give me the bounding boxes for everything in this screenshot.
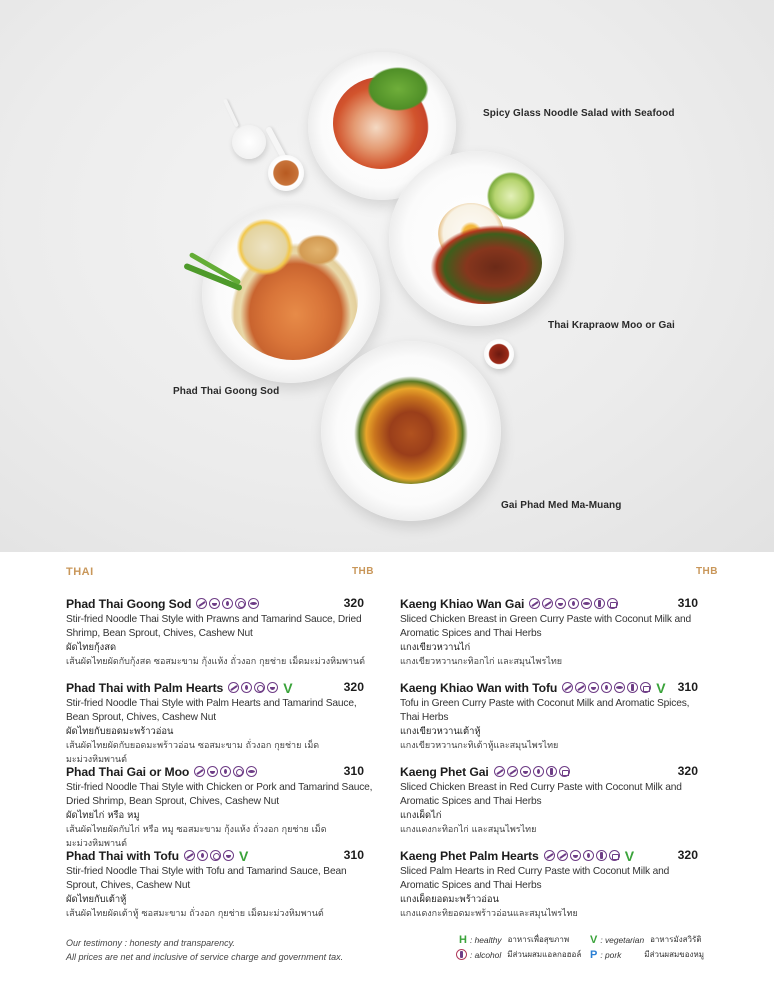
shrimp-icon [246,766,257,777]
menu-item-header [400,596,708,611]
bottle-icon [546,766,557,777]
dish-icons [196,598,259,609]
drop-icon [222,598,233,609]
dish-thai-name: ผัดไทยกุ้งสด [66,642,117,653]
dish-name: Phad Thai with Palm Hearts [66,680,224,695]
chili-icon [196,598,207,609]
footnote [66,936,343,964]
label-spicy-glass-noodle: Spicy Glass Noodle Salad with Seafood [483,108,675,119]
fish-icon [614,682,625,693]
legend-vegetarian: V : vegetarian อาหารมังสวิรัติ [590,933,702,946]
nut-icon [210,850,221,861]
drop-icon [220,766,231,777]
menu-column-left [66,566,374,919]
menu-item-header [66,680,374,695]
menu-item-header [400,848,708,863]
fish-sauce-bowl [484,339,514,369]
chili-icon [529,598,540,609]
legend-alcohol: : alcohol มีส่วนผสมแอลกอฮอล์ [456,948,581,961]
dish-thai-description: เส้นผัดไทยผัดกับไก่ หรือ หมู ซอสมะขาม กุ้งแห้ง ถั่วงอก กุยช่าย เม็ดมะม่วงหิมพานต์ [66,825,327,849]
pot-icon [640,682,651,693]
salt-shaker [232,125,266,159]
healthy-icon: H [459,933,467,946]
vegetarian-icon: V [590,933,598,946]
dish-thai-name: ผัดไทยกับเต้าหู้ [66,894,127,905]
label-krapraow: Thai Krapraow Moo or Gai [548,320,675,331]
menu-item-header [66,764,374,779]
bowl-icon [520,766,531,777]
section-title: THAI [66,566,94,578]
pot-icon [609,850,620,861]
dish-price: 320 [677,848,698,862]
dish-thai-name: แกงเขียวหวานไก่ [400,642,471,653]
menu-item-header [400,680,708,695]
bowl-icon [209,598,220,609]
dish-description: Sliced Chicken Breast in Red Curry Paste with Coconut Milk and Aromatic Spices and Thai Herbs [400,782,682,807]
cashew-chicken [350,372,472,484]
chili-icon [542,598,553,609]
pot-icon [559,766,570,777]
drop-icon [568,598,579,609]
dish-price: 310 [343,764,364,778]
cucumber-slices [482,168,540,224]
dish-name: Kaeng Phet Palm Hearts [400,848,539,863]
section-header [400,566,718,588]
drop-icon [601,682,612,693]
dish-name: Kaeng Phet Gai [400,764,489,779]
nut-icon [233,766,244,777]
chili-icon [544,850,555,861]
bowl-icon [588,682,599,693]
chili-sauce-bowl [268,155,304,191]
fish-icon [581,598,592,609]
label-phad-thai-goong-sod: Phad Thai Goong Sod [173,386,280,397]
dish-thai-name: ผัดไทยกับยอดมะพร้าวอ่อน [66,726,174,737]
label-gai-phad-med-ma-muang: Gai Phad Med Ma-Muang [501,500,622,511]
chili-icon [194,766,205,777]
menu-item [400,764,708,837]
chili-icon [557,850,568,861]
menu-item [66,596,374,669]
vegetarian-icon: V [656,679,666,696]
pot-icon [607,598,618,609]
alcohol-icon [456,949,467,960]
dish-description: Sliced Palm Hearts in Red Curry Paste with Coconut Milk and Aromatic Spices and Thai Herbs [400,866,670,891]
basil-pork [426,222,542,304]
dish-name: Phad Thai Gai or Moo [66,764,190,779]
chili-icon [184,850,195,861]
chili-icon [562,682,573,693]
dish-description: Stir-fried Noodle Thai Style with Chicken or Pork and Tamarind Sauce, Dried Shrimp, Bean Sprout, Chives, Cashew Nut [66,782,373,807]
dish-description: Stir-fried Noodle Thai Style with Prawns and Tamarind Sauce, Dried Shrimp, Bean Sprout, Chives, Cashew Nut [66,614,362,639]
shrimp-icon [248,598,259,609]
menu-item [400,596,708,669]
dish-icons [544,847,635,864]
footnote-line: All prices are net and inclusive of service charge and government tax. [66,952,344,962]
bowl-icon [570,850,581,861]
menu-item [400,680,708,753]
lettuce-garnish [362,63,434,115]
dish-description: Tofu in Green Curry Paste with Coconut Milk and Aromatic Spices, Thai Herbs [400,698,690,723]
dish-thai-name: แกงเผ็ดไก่ [400,810,442,821]
dish-icons [529,598,618,609]
legend-pork: P : pork มีส่วนผสมของหมู [590,948,704,961]
pork-icon: P [590,948,598,961]
menu-column-right [400,566,718,919]
dish-thai-description: เส้นผัดไทยผัดกับกุ้งสด ซอสมะขาม กุ้งแห้ง ถั่วงอก กุยช่าย เม็ดมะม่วงหิมพานต์ [66,657,365,667]
dish-thai-description: แกงแดงกะทิอกไก่ และสมุนไพรไทย [400,825,537,835]
dish-icons [184,847,249,864]
dish-thai-description: เส้นผัดไทยผัดกับยอดมะพร้าวอ่อน ซอสมะขาม ถั่วงอก กุยช่าย เม็ดมะม่วงหิมพานต์ [66,741,320,765]
vegetarian-icon: V [624,847,635,864]
bowl-icon [223,850,234,861]
chili-icon [228,682,239,693]
dish-icons [194,766,257,777]
dish-description: Stir-fried Noodle Thai Style with Palm Hearts and Tamarind Sauce, Bean Sprout, Chives, Cashew Nut [66,698,357,723]
bowl-icon [207,766,218,777]
dish-thai-description: แกงแดงกะทิยอดมะพร้าวอ่อนและสมุนไพรไทย [400,909,578,919]
chili-icon [575,682,586,693]
currency-label: THB [351,566,374,577]
menu-item-header [66,848,374,863]
dish-thai-description: แกงเขียวหวานกะทิอกไก่ และสมุนไพรไทย [400,657,563,667]
dish-name: Kaeng Khiao Wan with Tofu [400,680,558,695]
footnote-line: Our testimony : honesty and transparency. [66,938,235,948]
dish-price: 320 [677,764,698,778]
bowl-icon [267,682,278,693]
dish-price: 310 [343,848,364,862]
bottle-icon [596,850,607,861]
legend [456,933,716,963]
dish-name: Phad Thai with Tofu [66,848,179,863]
menu-item [400,848,708,921]
bowl-icon [555,598,566,609]
drop-icon [583,850,594,861]
chili-icon [507,766,518,777]
drop-icon [533,766,544,777]
dish-price: 310 [677,596,698,610]
dish-price: 320 [343,596,364,610]
menu-item [66,764,374,851]
chili-icon [494,766,505,777]
nut-icon [254,682,265,693]
currency-label: THB [695,566,718,577]
dish-description: Stir-fried Noodle Thai Style with Tofu and Tamarind Sauce, Bean Sprout, Chives, Cashew Nut [66,866,347,891]
bottle-icon [594,598,605,609]
vegetarian-icon: V [238,847,249,864]
dish-icons [562,679,666,696]
spoon-handle [223,99,239,128]
dish-thai-name: แกงเผ็ดยอดมะพร้าวอ่อน [400,894,499,905]
vegetarian-icon: V [283,679,293,696]
dish-price: 320 [343,680,364,694]
menu-item [66,680,374,767]
dish-thai-description: เส้นผัดไทยผัดเต้าหู้ ซอสมะขาม ถั่วงอก กุยช่าย เม็ดมะม่วงหิมพานต์ [66,909,324,919]
dish-description: Sliced Chicken Breast in Green Curry Paste with Coconut Milk and Aromatic Spices and Thai Herbs [400,614,692,639]
dish-thai-name: แกงเขียวหวานเต้าหู้ [400,726,481,737]
drop-icon [241,682,252,693]
section-header [66,566,374,588]
dish-name: Kaeng Khiao Wan Gai [400,596,525,611]
dish-thai-name: ผัดไทยไก่ หรือ หมู [66,810,140,821]
menu-item [66,848,374,921]
dish-icons [228,679,293,696]
dish-thai-description: แกงเขียวหวานกะทิเต้าหู้และสมุนไพรไทย [400,741,559,751]
legend-healthy: H : healthy อาหารเพื่อสุขภาพ [459,933,570,946]
menu-item-header [400,764,708,779]
menu-item-header [66,596,374,611]
drop-icon [197,850,208,861]
cashew-nuts [290,230,346,270]
dish-icons [494,766,570,777]
bottle-icon [627,682,638,693]
nut-icon [235,598,246,609]
dish-price: 310 [677,680,698,694]
dish-name: Phad Thai Goong Sod [66,596,192,611]
